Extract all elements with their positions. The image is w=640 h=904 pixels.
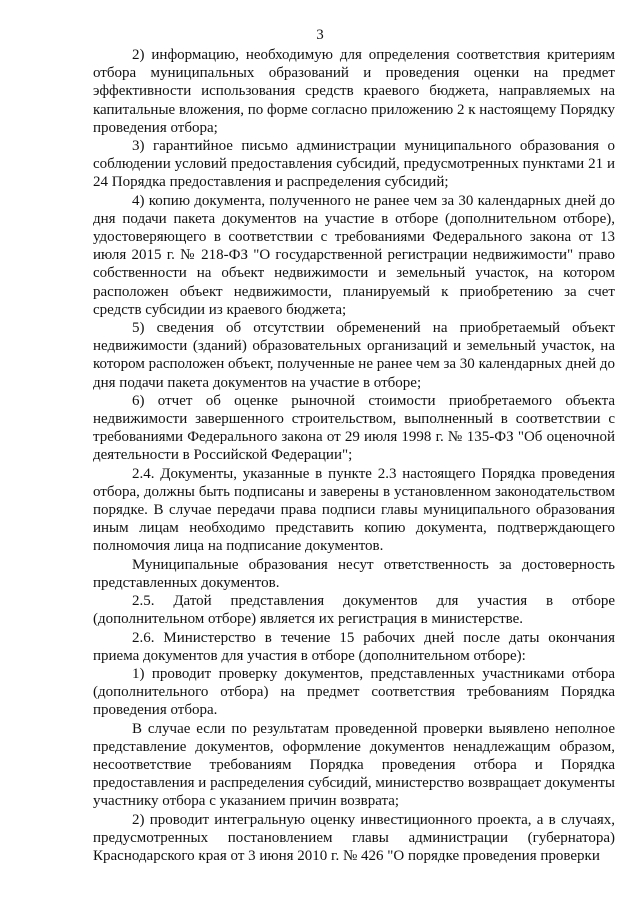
paragraph-return-conditions: В случае если по результатам проведенной проверки выявлено неполное представление документов, оформление документов ненадлежащим образом, несоответствие требованиям Порядка проведения отбора и Порядка предоставления и распределения субсидий, министерство возвращает документы участнику отбора с указанием причин возврата; [93,720,615,810]
document-body [93,46,615,865]
paragraph-section-2-4: 2.4. Документы, указанные в пункте 2.3 настоящего Порядка проведения отбора, должны быть подписаны и заверены в установленном законодательством порядке. В случае передачи права подписи главы муниципального образования иным лицам необходимо представить копию документа, подтверждающего полномочия лица на подписание документов. [93,465,615,555]
paragraph-item-3: 3) гарантийное письмо администрации муниципального образования о соблюдении условий предоставления субсидий, предусмотренных пунктами 21 и 24 Порядка предоставления и распределения субсидий; [93,138,615,191]
paragraph-item-2: 2) информацию, необходимую для определения соответствия критериям отбора муниципальных образований и проведения оценки на предмет эффективности использования средств краевого бюджета, направляемых на капитальные вложения, по форме согласно приложению 2 к настоящему Порядку проведения отбора; [93,47,616,136]
paragraph-item-5: 5) сведения об отсутствии обременений на приобретаемый объект недвижимости (зданий) образовательных организаций и земельный участок, на котором расположен объект, полученные не ранее чем за 30 календарных дней до дня подачи пакета документов на участие в отборе; [93,320,615,391]
paragraph-subitem-2: 2) проводит интегральную оценку инвестиционного проекта, а в случаях, предусмотренных постановлением главы администрации (губернатора) Краснодарского края от 3 июня 2010 г. № 426 "О порядке проведения проверки [93,811,615,864]
paragraph-responsibility: Муниципальные образования несут ответственность за достоверность представленных документов. [93,556,615,591]
paragraph-section-2-5: 2.5. Датой представления документов для участия в отборе (дополнительном отборе) является их регистрация в министерстве. [93,593,615,628]
paragraph-subitem-1: 1) проводит проверку документов, представленных участниками отбора (дополнительного отбора) на предмет соответствия требованиям Порядка проведения отбора. [93,665,615,719]
paragraph-item-6: 6) отчет об оценке рыночной стоимости приобретаемого объекта недвижимости завершенного строительством, выполненный в соответствии с требованиями Федерального закона от 29 июля 1998 г. № 135-ФЗ "Об оценочной деятельности в Российской Федерации"; [93,392,615,464]
paragraph-item-4: 4) копию документа, полученного не ранее чем за 30 календарных дней до дня подачи пакета документов на участие в отборе (дополнительном отборе), удостоверяющего в соответствии с требованиями Федерального закона от 13 июля 2015 г. № 218-ФЗ "О государственной регистрации недвижимости" право собственности на объект недвижимости и земельный участок, на котором расположен объект недвижимости, планируемый к приобретению за счет средств субсидии из краевого бюджета; [93,192,615,318]
page-number: 3 [316,27,324,43]
paragraph-section-2-6: 2.6. Министерство в течение 15 рабочих дней после даты окончания приема документов для участия в отборе (дополнительном отборе): [93,629,615,664]
